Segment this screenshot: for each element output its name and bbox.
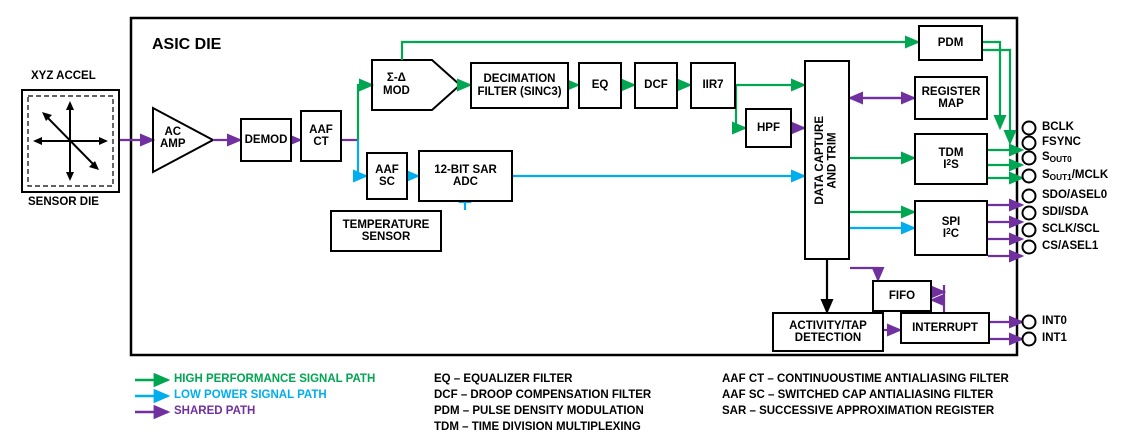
- legend-abbrev-sar: SAR – SUCCESSIVE APPROXIMATION REGISTER: [722, 405, 995, 417]
- pin-label-int0: INT0: [1042, 315, 1067, 327]
- block-spi-i2c[interactable]: SPI $I^2C$: [914, 200, 988, 256]
- block-dcf[interactable]: DCF: [634, 62, 678, 109]
- block-hpf[interactable]: HPF: [745, 108, 792, 148]
- sensor-die-top-label: XYZ ACCEL: [31, 70, 96, 82]
- sensor-die-bottom-label: SENSOR DIE: [28, 196, 99, 208]
- block-temperature-sensor[interactable]: TEMPERATURE SENSOR: [330, 210, 442, 252]
- legend-abbrev-dcf: DCF – DROOP COMPENSATION FILTER: [434, 389, 652, 401]
- legend-abbrev-eq: EQ – EQUALIZER FILTER: [434, 373, 573, 385]
- block-aaf-sc[interactable]: AAF SC: [366, 152, 408, 200]
- legend-low-power: LOW POWER SIGNAL PATH: [174, 389, 327, 401]
- block-ac-amp-label: AC AMP: [160, 126, 186, 151]
- pin-label-bclk: BCLK: [1042, 121, 1074, 133]
- block-activity-tap-detection[interactable]: ACTIVITY/TAP DETECTION: [772, 312, 884, 352]
- block-register-map[interactable]: REGISTER MAP: [914, 76, 988, 120]
- page-title: ASIC DIE: [152, 36, 222, 53]
- pin-label-sdi-sda: SDI/SDA: [1042, 206, 1089, 218]
- block-fifo[interactable]: FIFO: [872, 280, 932, 312]
- legend-abbrev-tdm: TDM – TIME DIVISION MULTIPLEXING: [434, 421, 641, 433]
- legend-shared: SHARED PATH: [174, 405, 256, 417]
- pin-label-int1: INT1: [1042, 332, 1067, 344]
- pin-label-cs-asel1: CS/ASEL1: [1042, 240, 1099, 252]
- pin-label-fsync: FSYNC: [1042, 136, 1081, 148]
- pin-label-sdo-asel0: SDO/ASEL0: [1042, 189, 1108, 201]
- block-aaf-ct[interactable]: AAF CT: [300, 110, 342, 162]
- pin-label-sout1-mclk: $S_{OUT1}$/MCLK: [1042, 169, 1109, 182]
- block-iir7[interactable]: IIR7: [690, 62, 736, 109]
- block-tdm-i2s[interactable]: TDM $I^2S$: [914, 133, 988, 185]
- legend-abbrev-aaf-sc: AAF SC – SWITCHED CAP ANTIALIASING FILTER: [722, 389, 994, 401]
- block-data-capture-and-trim[interactable]: DATA CAPTURE AND TRIM: [804, 60, 850, 260]
- block-decimation-filter[interactable]: DECIMATION FILTER (SINC3): [470, 62, 569, 109]
- pin-label-sout0: $S_{OUT0}$: [1042, 151, 1072, 164]
- block-pdm[interactable]: PDM: [918, 25, 983, 61]
- block-sar-adc[interactable]: 12-BIT SAR ADC: [418, 150, 513, 202]
- pin-label-sclk-scl: SCLK/SCL: [1042, 223, 1100, 235]
- legend-high-performance: HIGH PERFORMANCE SIGNAL PATH: [174, 373, 376, 385]
- block-demod[interactable]: DEMOD: [240, 118, 292, 162]
- legend-abbrev-pdm: PDM – PULSE DENSITY MODULATION: [434, 405, 644, 417]
- block-eq[interactable]: EQ: [578, 62, 622, 109]
- block-sigma-delta-mod-label: Σ-Δ MOD: [383, 72, 410, 97]
- block-interrupt[interactable]: INTERRUPT: [900, 312, 990, 344]
- legend-abbrev-aaf-ct: AAF CT – CONTINUOUSTIME ANTIALIASING FILTER: [722, 373, 1009, 385]
